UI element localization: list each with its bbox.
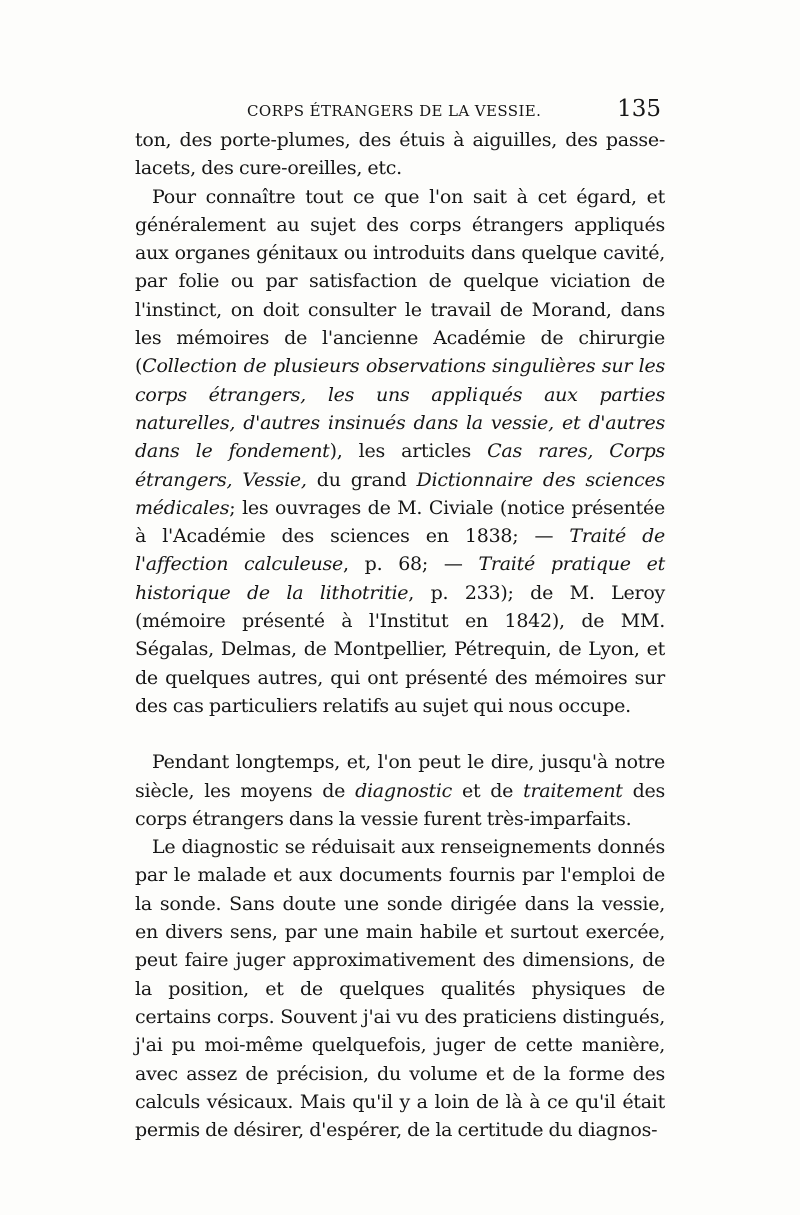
running-title: CORPS ÉTRANGERS DE LA VESSIE. [247,102,542,120]
italic-title-dictionnaire: Dictionnaire des sciences médicales [135,468,665,519]
italic-title-collection: Collection de plusieurs observations singulières sur les corps étrangers, les uns appliqués aux parties naturelles, d'autres insinués dans la vessie, et d'autres dans le fondement [135,355,665,463]
paragraph-history [135,748,665,833]
text-run: Pendant longtemps, et, l'on peut le dire, jusqu'à notre siècle, les moyens de [135,751,665,802]
text-run: des corps étrangers dans la vessie furent très-imparfaits. [135,779,666,830]
italic-title-traite-calculeuse: Traité de l'affection calculeuse [135,525,665,576]
italic-diagnostic: diagnostic [355,779,453,802]
text-run: ; les ouvrages de M. Civiale (notice présentée à l'Académie des sciences en 1838; — [135,496,665,548]
paragraph-diagnostic: Le diagnostic se réduisait aux renseignements donnés par le malade et aux documents fournis par l'emploi de la sonde. Sans doute une sonde dirigée dans la vessie, en divers sens, par une main habile et surtout exercée, peut faire juger approximativement des dimensions, de la position, et de quelques qualités physiques de certains corps. Souvent j'ai vu des praticiens distingués, j'ai pu moi-même quelquefois, juger de cette manière, avec assez de précision, du volume et de la forme des calculs vésicaux. Mais qu'il y a loin de là à ce qu'il était permis de désirer, d'espérer, de la certitude du diagnos- [135,836,665,1142]
running-head [135,98,665,128]
text-run: Pour connaître tout ce que l'on sait à cet égard, et généralement au sujet des corps étrangers appliqués aux organes génitaux ou introduits dans quelque cavité, par folie ou par satisfaction de quelque viciation de l'instinct, on doit consulter le travail de Morand, dans les mémoires de l'ancienne Académie de chirurgie ( [135,185,665,378]
paragraph-references [135,183,665,721]
text-run: , p. 68; — [343,553,479,576]
body-text [135,126,665,1144]
italic-title-traite-lithotritie: Traité pratique et historique de la lithotritie [135,553,665,604]
paragraph-continuation: ton, des porte-plumes, des étuis à aiguilles, des passe-lacets, des cure-oreilles, etc. [135,129,665,180]
text-run: , p. 233); de M. Leroy (mémoire présenté à l'Institut en 1842), de MM. Ségalas, Delmas, de Montpellier, Pétrequin, de Lyon, et de quelques autres, qui ont présenté des mémoires sur des cas particuliers relatifs au sujet qui nous occupe. [135,581,665,717]
text-run: du grand [306,468,417,491]
italic-article-names: Cas rares, Corps étrangers, Vessie, [135,440,665,491]
italic-traitement: traitement [523,779,623,802]
page-number: 135 [617,96,661,122]
text-run: et de [452,779,524,802]
text-run: ), les articles [329,440,488,463]
